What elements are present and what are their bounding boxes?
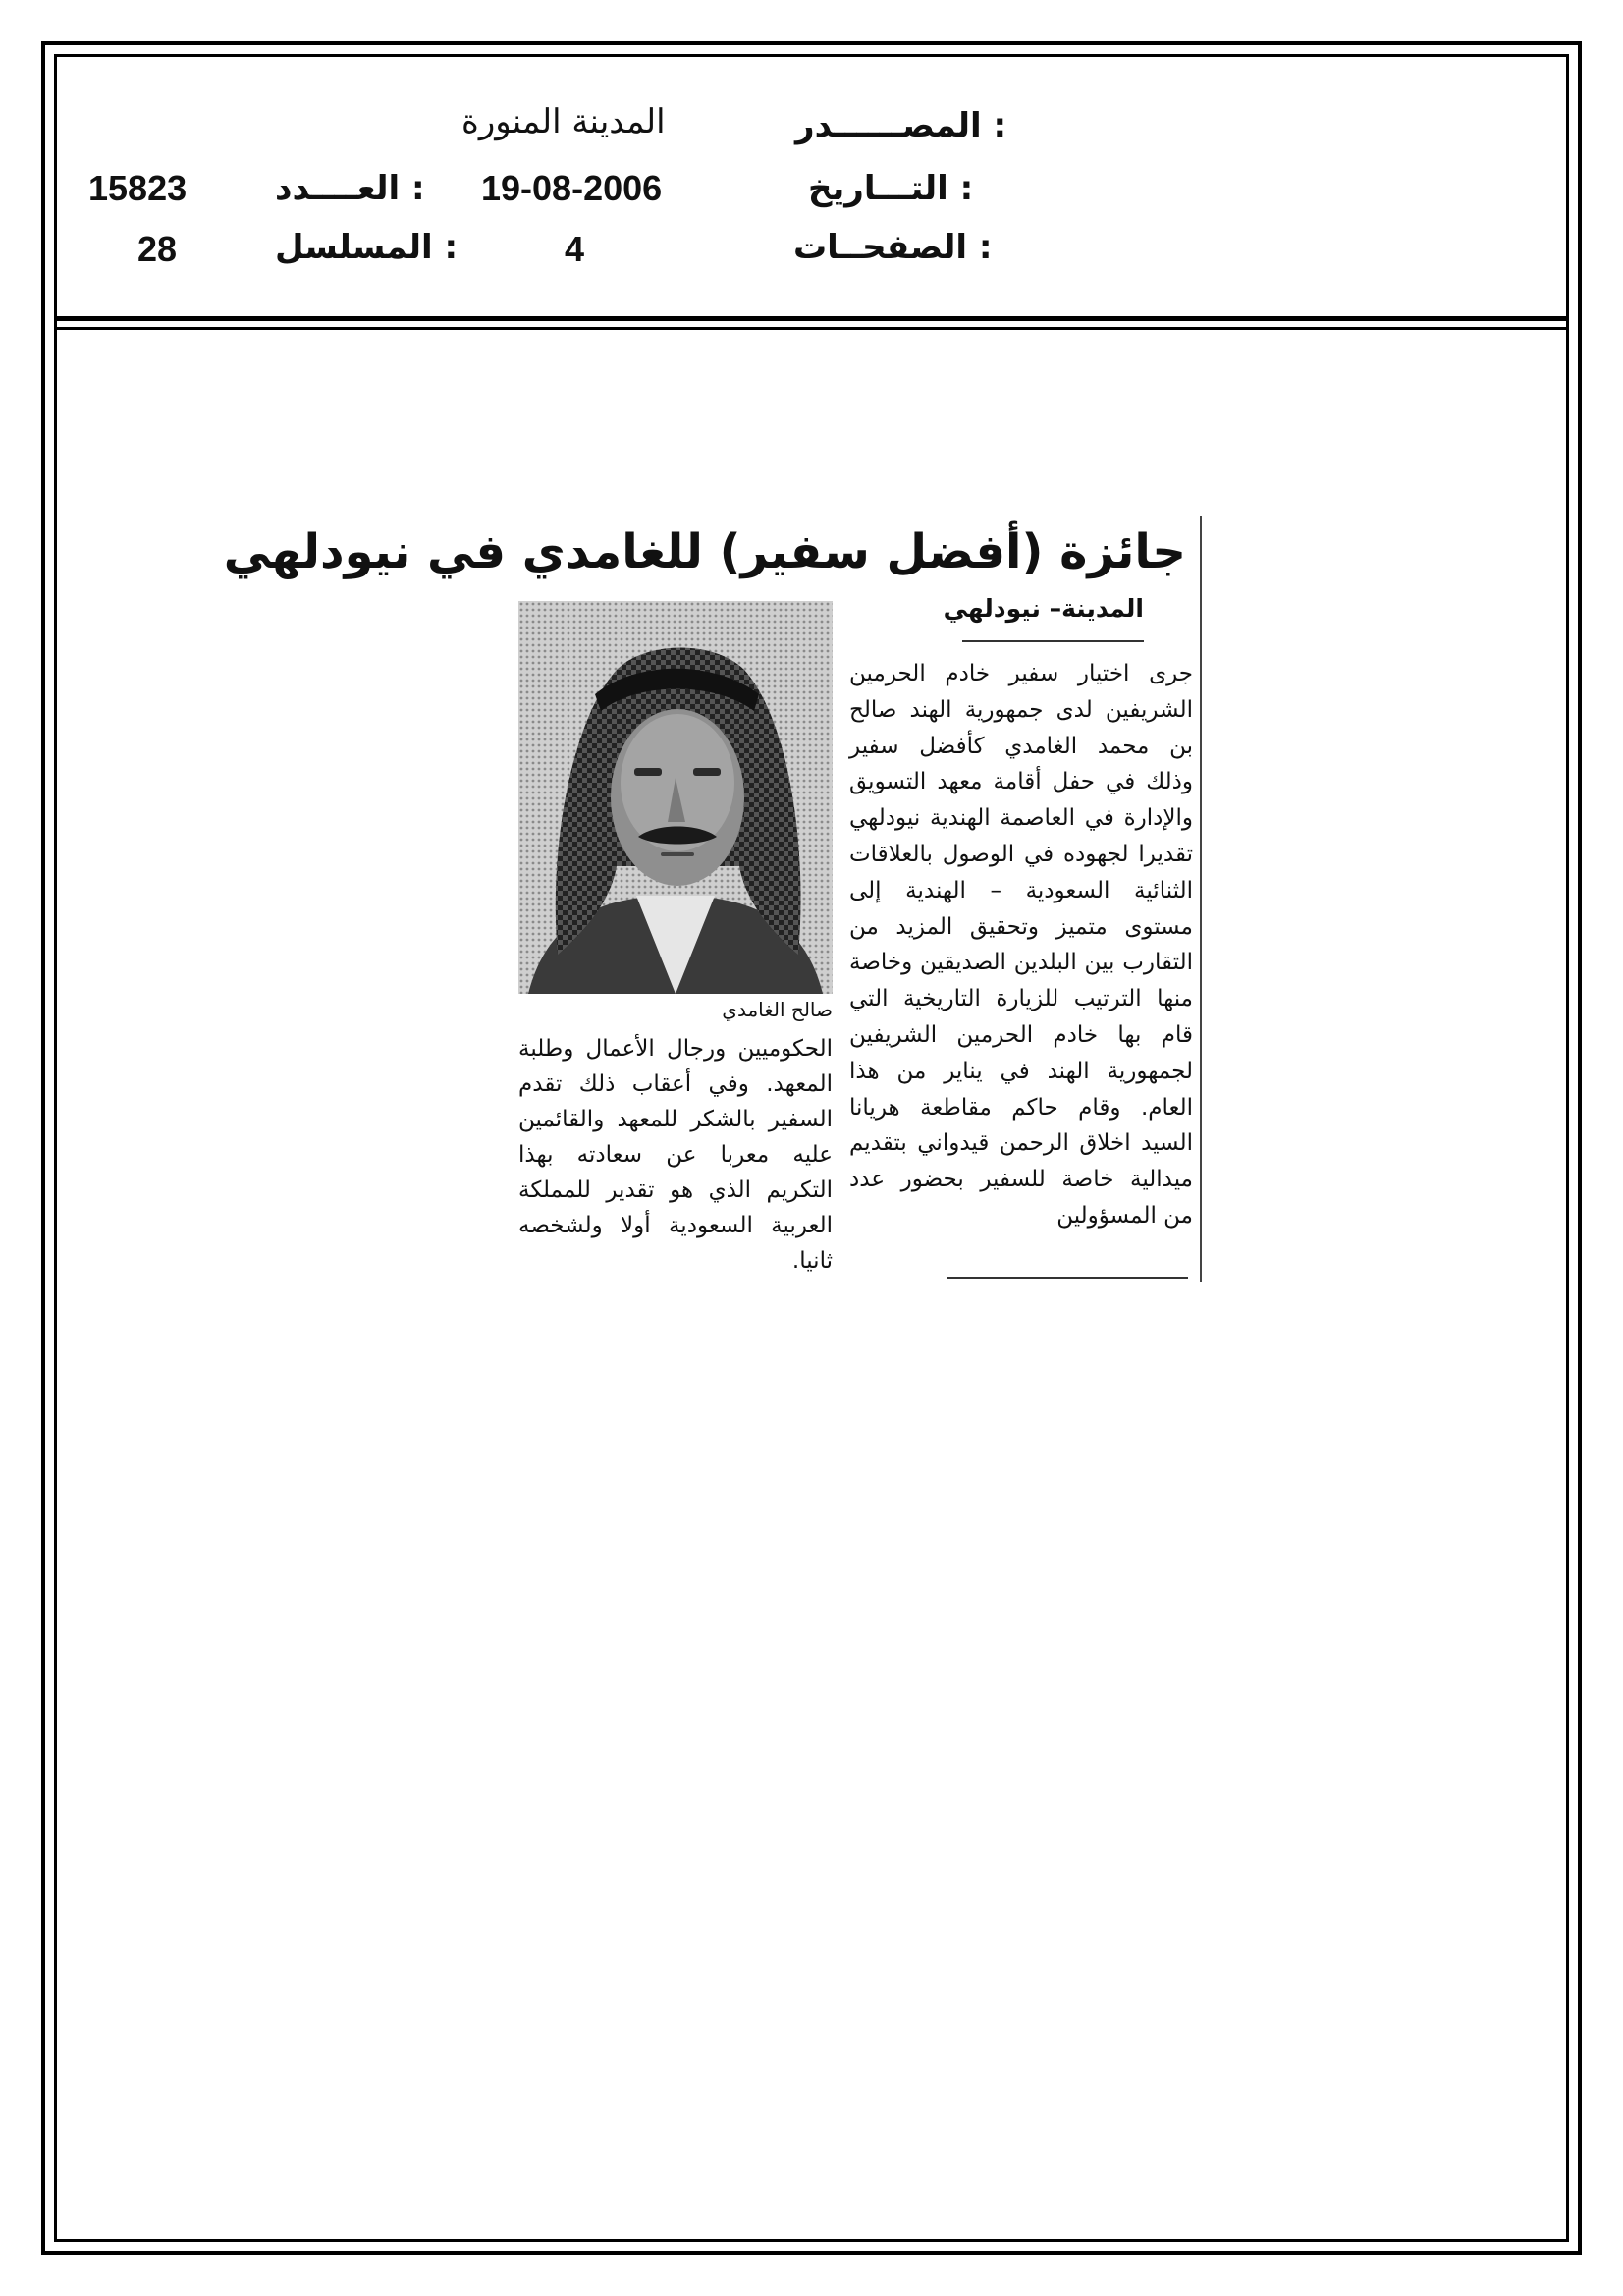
serial-value: 28 (137, 229, 178, 269)
source-label: المصــــــدر : (795, 106, 1007, 145)
article-end-rule (947, 1277, 1188, 1279)
issue-value: 15823 (88, 168, 188, 208)
pages-label: الصفحــات : (793, 228, 993, 267)
date-label: التـــاريخ : (808, 169, 974, 208)
article-body-left-column: الحكوميين ورجال الأعمال وطلبة المعهد. وفي أعقاب ذلك تقدم السفير بالشكر للمعهد والقائمين عليه معربا عن سعادته بهذا التكريم الذي هو تقدير للمملكة العربية السعودية أولا ولشخصه ثانيا. (518, 1036, 833, 1274)
photo-caption: صالح الغامدي (722, 998, 833, 1021)
date-value: 19-08-2006 (481, 168, 663, 208)
header-divider-thin (54, 327, 1569, 330)
pages-value: 4 (565, 229, 585, 269)
issue-label: العــــدد : (275, 169, 425, 208)
source-value: المدينة المنورة (461, 102, 666, 141)
article-dateline: المدينة– نيودلهي (943, 594, 1144, 623)
dateline-underline (962, 640, 1144, 642)
portrait-photo (518, 601, 833, 994)
serial-label: المسلسل : (275, 228, 459, 267)
column-edge-rule (1200, 516, 1202, 1282)
header-divider (54, 316, 1569, 321)
article-body-right-column: جرى اختيار سفير خادم الحرمين الشريفين لدى جمهورية الهند صالح بن محمد الغامدي كأفضل سفير وذلك في حفل أقامة معهد التسويق والإدارة في العاصمة الهندية نيودلهي تقديرا لجهوده في الوصول بالعلاقات الثنائية السعودية – الهندية إلى مستوى متميز وتحقيق المزيد من التقارب بين البلدين الصديقين وخاصة منها الترتيب للزيارة التاريخية التي قام بها خادم الحرمين الشريفين لجمهورية الهند في يناير من هذا العام. وقام حاكم مقاطعة هريانا السيد اخلاق الرحمن قيدواني بتقديم ميدالية خاصة للسفير بحضور عدد من المسؤولين (849, 661, 1193, 1229)
article-headline: جائزة (أفضل سفير) للغامدي في نيودلهي (223, 524, 1186, 579)
